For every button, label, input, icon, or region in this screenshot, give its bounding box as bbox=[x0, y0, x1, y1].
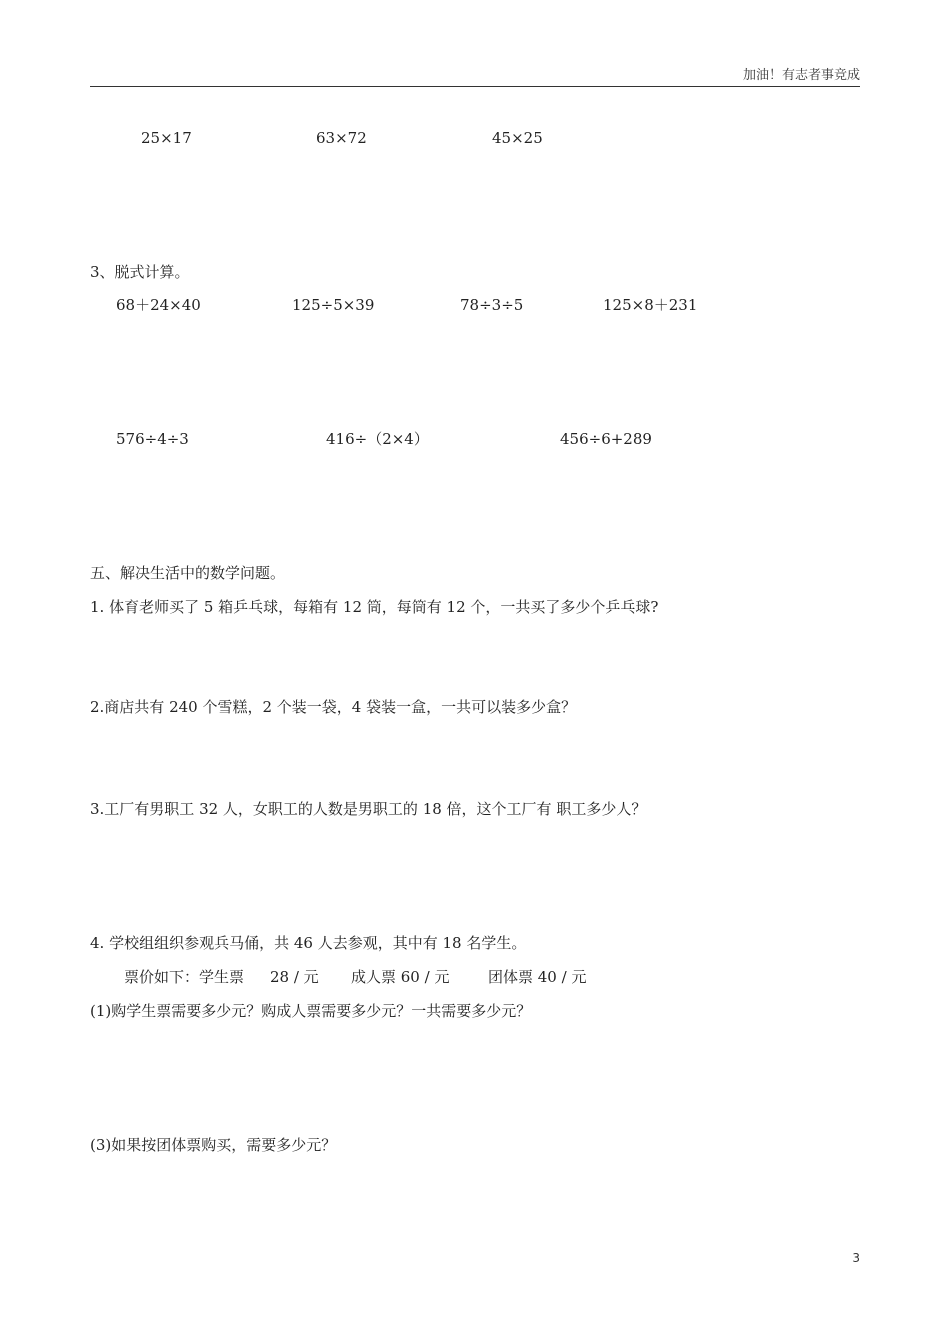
calc-item: 125×8＋231 bbox=[603, 296, 698, 314]
adult-price: 成人票 60 / 元 bbox=[351, 968, 450, 986]
calc-item: 456÷6+289 bbox=[560, 430, 652, 448]
question-4-sub-3: (3)如果按团体票购买，需要多少元？ bbox=[90, 1136, 337, 1154]
calc-item: 576÷4÷3 bbox=[116, 430, 189, 448]
page-header: 加油！有志者事竞成 bbox=[742, 68, 860, 83]
header-rule bbox=[90, 86, 860, 87]
calc-item: 416÷（2×4） bbox=[326, 430, 429, 448]
calc-item: 68＋24×40 bbox=[116, 296, 201, 314]
calc-item: 45×25 bbox=[492, 129, 543, 147]
price-label: 票价如下：学生票 bbox=[124, 968, 245, 986]
calc-item: 25×17 bbox=[141, 129, 192, 147]
section-3-title: 3、脱式计算。 bbox=[90, 263, 190, 281]
question-4-sub-1: (1)购学生票需要多少元？购成人票需要多少元？一共需要多少元？ bbox=[90, 1002, 532, 1020]
question-3: 3.工厂有男职工 32 人，女职工的人数是男职工的 18 倍，这个工厂有 职工多少人？ bbox=[90, 800, 647, 818]
question-4: 4. 学校组组织参观兵马俑，共 46 人去参观，其中有 18 名学生。 bbox=[90, 934, 527, 952]
calc-item: 78÷3÷5 bbox=[460, 296, 524, 314]
calc-item: 63×72 bbox=[316, 129, 367, 147]
student-price: 28 / 元 bbox=[270, 968, 319, 986]
page-number: 3 bbox=[852, 1251, 860, 1265]
question-1: 1. 体育老师买了 5 箱乒乓球，每箱有 12 筒，每筒有 12 个，一共买了多少个乒乓球? bbox=[90, 598, 659, 616]
calc-item: 125÷5×39 bbox=[292, 296, 375, 314]
group-price: 团体票 40 / 元 bbox=[488, 968, 587, 986]
section-5-title: 五、解决生活中的数学问题。 bbox=[90, 564, 286, 582]
question-2: 2.商店共有 240 个雪糕，2 个装一袋，4 袋装一盒，一共可以装多少盒？ bbox=[90, 698, 577, 716]
